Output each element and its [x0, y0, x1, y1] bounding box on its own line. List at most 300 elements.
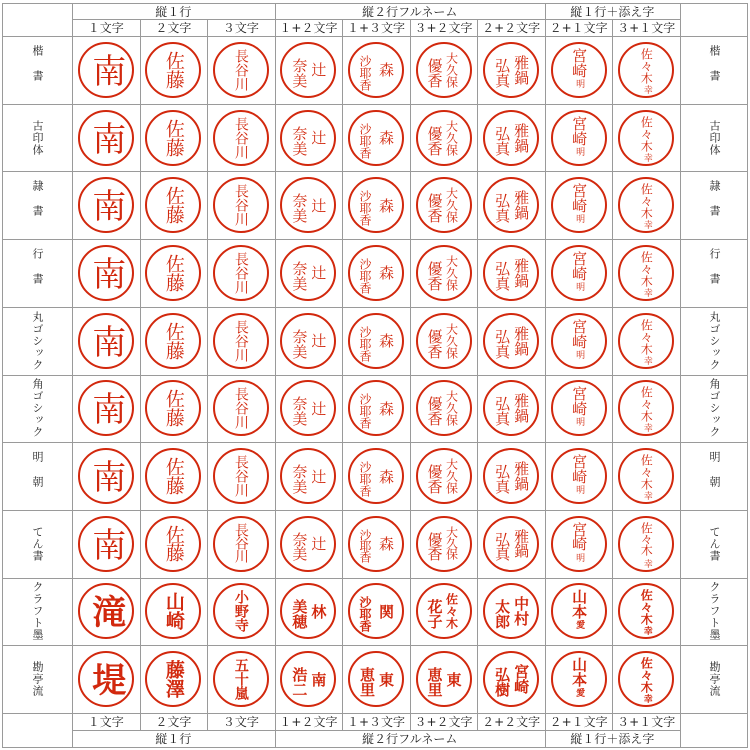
seal-text: 佐藤	[162, 457, 185, 496]
seal-cell	[207, 36, 275, 104]
seal-text: 辻	[309, 265, 328, 281]
seal-stamp	[483, 110, 539, 166]
row-label-text: 行書	[31, 247, 44, 298]
row-label-text: 角ゴシック	[31, 378, 44, 439]
row-label-right	[680, 510, 748, 578]
column-footer: ３+１文字	[617, 715, 676, 729]
seal-stamp	[280, 313, 336, 369]
seal-text: 明	[574, 214, 585, 224]
seal-text: 雅鍋	[512, 257, 531, 288]
seal-text: 森	[376, 333, 395, 349]
seal-cell	[72, 645, 140, 713]
seal-text: 南	[85, 526, 126, 560]
seal-stamp	[145, 313, 201, 369]
seal-text: 弘真	[493, 57, 512, 88]
seal-text: 幸	[641, 220, 652, 230]
seal-stamp	[551, 110, 607, 166]
seal-text: 幸	[641, 626, 652, 636]
seal-stamp	[213, 651, 269, 707]
seal-stamp	[78, 177, 134, 233]
row-label-left	[2, 171, 72, 239]
seal-stamp	[348, 651, 404, 707]
seal-text: 五十嵐	[232, 658, 249, 701]
row-label-right	[680, 171, 748, 239]
seal-cell	[140, 510, 208, 578]
seal-cell	[545, 442, 613, 510]
seal-text: 明	[574, 417, 585, 427]
seal-text: 沙耶香	[357, 325, 372, 362]
seal-cell	[545, 645, 613, 713]
seal-cell	[275, 578, 343, 646]
seal-cell	[275, 239, 343, 307]
seal-cell	[207, 578, 275, 646]
seal-text: 長谷川	[232, 251, 249, 294]
seal-cell	[72, 307, 140, 375]
group-footer-single-line: 縦１行	[155, 732, 192, 746]
seal-stamp	[213, 245, 269, 301]
column-header: ３文字	[222, 21, 259, 35]
seal-text: 長谷川	[232, 522, 249, 562]
seal-stamp	[416, 651, 472, 707]
seal-text: 山本	[570, 589, 589, 620]
group-header-two-line: 縦２行フルネーム	[362, 4, 458, 19]
seal-stamp	[78, 110, 134, 166]
seal-stamp	[416, 42, 472, 98]
seal-stamp	[348, 177, 404, 233]
seal-cell	[545, 104, 613, 172]
seal-text: 佐藤	[162, 389, 185, 428]
seal-cell	[342, 442, 410, 510]
column-header: １+２文字	[279, 21, 338, 35]
row-label-text: てん書	[708, 525, 721, 562]
seal-cell	[477, 578, 545, 646]
seal-cell	[72, 239, 140, 307]
seal-stamp	[78, 516, 134, 572]
row-label-right	[680, 104, 748, 172]
seal-text: 奈美	[290, 464, 309, 495]
seal-text: 幸	[641, 558, 652, 567]
seal-text: 幸	[641, 491, 652, 501]
seal-stamp	[416, 110, 472, 166]
seal-text: 優香	[425, 396, 444, 427]
seal-text: 弘真	[493, 396, 512, 427]
seal-text: 宮崎	[570, 47, 589, 78]
seal-text: 美穂	[290, 599, 309, 630]
seal-text: 宮崎	[512, 664, 531, 695]
seal-stamp	[145, 42, 201, 98]
seal-text: 佐藤	[162, 321, 185, 360]
seal-text: 森	[376, 400, 395, 416]
seal-stamp	[483, 651, 539, 707]
seal-text: 大久保	[444, 390, 459, 427]
seal-cell	[477, 442, 545, 510]
seal-stamp	[145, 110, 201, 166]
seal-text: 佐藤	[162, 118, 185, 157]
seal-cell	[342, 36, 410, 104]
seal-stamp	[618, 516, 674, 572]
seal-text: 中村	[512, 596, 531, 627]
seal-stamp	[78, 651, 134, 707]
seal-text: 幸	[641, 694, 652, 704]
column-footer: ２文字	[155, 715, 192, 729]
seal-text: 奈美	[290, 125, 309, 156]
seal-stamp	[416, 245, 472, 301]
seal-stamp	[213, 42, 269, 98]
seal-text: 堤	[85, 662, 126, 697]
seal-text: 弘真	[493, 464, 512, 495]
seal-text: 大久保	[444, 187, 459, 224]
column-footer: ３+２文字	[414, 715, 473, 729]
seal-cell	[140, 375, 208, 443]
seal-stamp	[416, 448, 472, 504]
seal-stamp	[78, 245, 134, 301]
row-label-text: 勘亭流	[708, 661, 721, 698]
seal-stamp	[618, 651, 674, 707]
seal-stamp	[416, 177, 472, 233]
row-label-left	[2, 578, 72, 646]
seal-stamp	[551, 42, 607, 98]
seal-text: 幸	[641, 287, 652, 297]
seal-stamp	[280, 42, 336, 98]
seal-text: 幸	[641, 84, 652, 94]
seal-stamp	[416, 583, 472, 639]
seal-cell	[477, 239, 545, 307]
seal-stamp	[280, 380, 336, 436]
row-label-left	[2, 510, 72, 578]
group-header-sub: 縦１行＋添え字	[570, 4, 655, 19]
seal-cell	[612, 171, 680, 239]
seal-cell	[207, 510, 275, 578]
seal-cell	[275, 307, 343, 375]
seal-text: 奈美	[290, 396, 309, 427]
row-label-text: 勘亭流	[31, 661, 44, 698]
seal-stamp	[618, 42, 674, 98]
seal-text: 弘真	[493, 260, 512, 291]
seal-text: 林	[309, 603, 328, 619]
seal-text: 奈美	[290, 57, 309, 88]
row-label-text: 角ゴシック	[708, 378, 721, 439]
seal-text: 優香	[425, 328, 444, 359]
seal-stamp	[145, 516, 201, 572]
seal-stamp	[483, 380, 539, 436]
seal-cell	[207, 307, 275, 375]
seal-stamp	[348, 583, 404, 639]
seal-text: 佐々木	[444, 593, 459, 630]
seal-text: 優香	[425, 57, 444, 88]
seal-stamp	[78, 42, 134, 98]
seal-text: 宮崎	[570, 318, 589, 349]
seal-text: 宮崎	[570, 521, 589, 550]
row-label-right	[680, 645, 748, 713]
row-label-left	[2, 645, 72, 713]
seal-text: 花子	[425, 599, 444, 630]
seal-text: 南	[85, 255, 126, 290]
seal-cell	[612, 645, 680, 713]
row-label-right	[680, 375, 748, 443]
seal-stamp	[551, 380, 607, 436]
seal-cell	[275, 36, 343, 104]
row-label-left	[2, 104, 72, 172]
seal-text: 優香	[425, 464, 444, 495]
seal-text: 明	[574, 78, 585, 88]
seal-text: 森	[376, 265, 395, 281]
seal-text: 明	[574, 349, 585, 359]
seal-cell	[342, 239, 410, 307]
row-label-right	[680, 578, 748, 646]
group-footer-sub: 縦１行＋添え字	[570, 732, 655, 746]
seal-text: 辻	[309, 62, 328, 78]
seal-text: 辻	[309, 400, 328, 416]
seal-cell	[477, 104, 545, 172]
seal-stamp	[145, 380, 201, 436]
seal-stamp	[551, 313, 607, 369]
seal-stamp	[145, 245, 201, 301]
seal-cell	[207, 104, 275, 172]
seal-cell	[410, 171, 478, 239]
seal-cell	[545, 510, 613, 578]
seal-stamp	[145, 448, 201, 504]
seal-text: 奈美	[290, 328, 309, 359]
seal-cell	[140, 171, 208, 239]
seal-text: 太郎	[493, 599, 512, 630]
seal-text: 弘真	[493, 125, 512, 156]
seal-stamp	[416, 380, 472, 436]
seal-text: 佐々木	[639, 454, 654, 491]
seal-cell	[410, 578, 478, 646]
seal-cell	[545, 307, 613, 375]
seal-stamp	[213, 448, 269, 504]
seal-text: 東	[444, 671, 463, 687]
grid-line	[2, 747, 748, 748]
seal-text: 雅鍋	[512, 393, 531, 424]
seal-text: 佐々木	[639, 386, 654, 423]
seal-text: 辻	[309, 333, 328, 349]
seal-text: 南	[85, 52, 126, 87]
seal-text: 滝	[85, 594, 126, 629]
seal-cell	[545, 239, 613, 307]
seal-text: 佐々木	[639, 521, 654, 555]
seal-cell	[140, 239, 208, 307]
seal-cell	[140, 442, 208, 510]
seal-stamp	[618, 110, 674, 166]
seal-stamp	[618, 245, 674, 301]
seal-stamp	[280, 177, 336, 233]
row-label-text: 古印体	[708, 119, 721, 156]
seal-cell	[140, 645, 208, 713]
seal-text: 雅鍋	[512, 461, 531, 492]
seal-stamp	[551, 516, 607, 572]
row-label-text: 丸ゴシック	[31, 310, 44, 371]
column-footer: １+２文字	[279, 715, 338, 729]
seal-text: 東	[376, 671, 395, 687]
seal-cell	[342, 307, 410, 375]
seal-cell	[612, 375, 680, 443]
seal-stamp	[280, 651, 336, 707]
seal-stamp	[416, 516, 472, 572]
seal-stamp	[145, 177, 201, 233]
seal-text: 佐々木	[639, 183, 654, 220]
seal-text: 長谷川	[232, 319, 249, 362]
seal-stamp	[280, 245, 336, 301]
seal-text: 奈美	[290, 260, 309, 291]
seal-cell	[342, 645, 410, 713]
seal-text: 沙耶香	[357, 54, 372, 91]
seal-text: 弘真	[493, 328, 512, 359]
seal-text: 弘樹	[493, 667, 512, 698]
seal-text: 優香	[425, 260, 444, 291]
seal-text: 佐々木	[639, 657, 654, 694]
seal-text: 長谷川	[232, 184, 249, 227]
seal-cell	[342, 375, 410, 443]
column-footer: ３文字	[222, 715, 259, 729]
seal-text: 恵里	[425, 667, 444, 698]
column-header: ２+２文字	[482, 21, 541, 35]
seal-cell	[545, 578, 613, 646]
seal-text: 幸	[641, 423, 652, 433]
row-label-text: 隷書	[708, 180, 721, 231]
seal-cell	[410, 36, 478, 104]
seal-stamp	[483, 516, 539, 572]
column-footer: ２+１文字	[549, 715, 608, 729]
seal-cell	[477, 307, 545, 375]
row-label-right	[680, 239, 748, 307]
seal-cell	[342, 578, 410, 646]
seal-text: 長谷川	[232, 455, 249, 498]
seal-stamp	[78, 380, 134, 436]
seal-text: 辻	[309, 468, 328, 484]
seal-cell	[410, 510, 478, 578]
seal-cell	[275, 645, 343, 713]
seal-text: 森	[376, 62, 395, 78]
seal-cell	[207, 375, 275, 443]
seal-text: 大久保	[444, 119, 459, 156]
seal-cell	[72, 104, 140, 172]
seal-text: 優香	[425, 531, 444, 560]
seal-cell	[410, 645, 478, 713]
seal-text: 佐藤	[162, 253, 185, 292]
row-label-text: クラフト墨	[31, 581, 44, 642]
seal-stamp	[618, 313, 674, 369]
seal-cell	[342, 104, 410, 172]
seal-cell	[410, 307, 478, 375]
row-label-text: てん書	[31, 525, 44, 562]
seal-stamp	[416, 313, 472, 369]
seal-text: 森	[376, 536, 395, 551]
seal-stamp	[213, 516, 269, 572]
seal-stamp	[551, 651, 607, 707]
seal-stamp	[483, 42, 539, 98]
seal-cell	[612, 104, 680, 172]
seal-stamp	[618, 583, 674, 639]
group-footer-two-line: 縦２行フルネーム	[362, 732, 458, 746]
seal-text: 森	[376, 197, 395, 213]
seal-stamp	[618, 448, 674, 504]
seal-cell	[140, 36, 208, 104]
seal-cell	[72, 171, 140, 239]
seal-cell	[207, 239, 275, 307]
seal-cell	[72, 442, 140, 510]
seal-stamp	[78, 448, 134, 504]
seal-stamp	[213, 110, 269, 166]
row-label-left	[2, 375, 72, 443]
row-label-right	[680, 307, 748, 375]
seal-text: 南	[85, 188, 126, 223]
seal-text: 奈美	[290, 193, 309, 224]
seal-text: 明	[574, 552, 585, 561]
seal-text: 沙耶香	[357, 461, 372, 498]
seal-text: 沙耶香	[357, 190, 372, 227]
seal-text: 佐藤	[162, 524, 185, 561]
seal-text: 大久保	[444, 322, 459, 359]
seal-text: 佐々木	[639, 250, 654, 287]
seal-stamp	[551, 245, 607, 301]
seal-stamp	[280, 448, 336, 504]
column-header: １文字	[87, 21, 124, 35]
seal-cell	[477, 36, 545, 104]
seal-text: 優香	[425, 193, 444, 224]
seal-text: 幸	[641, 152, 652, 162]
seal-text: 明	[574, 146, 585, 156]
seal-text: 南	[85, 120, 126, 155]
row-label-text: 明朝	[31, 451, 44, 502]
seal-stamp	[213, 177, 269, 233]
seal-text: 幸	[641, 355, 652, 365]
group-header-single-line: 縦１行	[155, 4, 192, 19]
seal-text: 宮崎	[570, 115, 589, 146]
row-label-right	[680, 442, 748, 510]
seal-text: 辻	[309, 197, 328, 213]
seal-text: 沙耶香	[357, 528, 372, 562]
seal-cell	[545, 36, 613, 104]
seal-text: 奈美	[290, 531, 309, 560]
seal-text: 弘真	[493, 193, 512, 224]
seal-stamp	[280, 516, 336, 572]
seal-cell	[477, 171, 545, 239]
seal-stamp	[551, 448, 607, 504]
seal-text: 雅鍋	[512, 528, 531, 557]
seal-cell	[410, 375, 478, 443]
seal-text: 辻	[309, 536, 328, 551]
row-label-text: 楷書	[31, 44, 44, 95]
seal-stamp	[348, 313, 404, 369]
seal-stamp	[348, 516, 404, 572]
column-header: ２+１文字	[549, 21, 608, 35]
seal-text: 沙耶香	[357, 257, 372, 294]
seal-text: 宮崎	[570, 250, 589, 281]
seal-stamp	[348, 245, 404, 301]
seal-text: 辻	[309, 130, 328, 146]
seal-text: 愛	[574, 688, 585, 698]
row-label-text: 丸ゴシック	[708, 310, 721, 371]
seal-cell	[275, 104, 343, 172]
seal-text: 雅鍋	[512, 54, 531, 85]
row-label-left	[2, 307, 72, 375]
seal-text: 佐藤	[162, 186, 185, 225]
seal-text: 雅鍋	[512, 122, 531, 153]
column-header: ２文字	[155, 21, 192, 35]
seal-text: 沙耶香	[357, 596, 372, 633]
seal-stamp	[551, 177, 607, 233]
seal-cell	[72, 36, 140, 104]
seal-text: 山本	[570, 657, 589, 688]
seal-stamp	[280, 110, 336, 166]
seal-text: 愛	[574, 620, 585, 630]
column-header: ３+１文字	[617, 21, 676, 35]
seal-stamp	[145, 651, 201, 707]
seal-cell	[275, 442, 343, 510]
seal-text: 佐藤	[162, 50, 185, 89]
seal-stamp	[348, 110, 404, 166]
